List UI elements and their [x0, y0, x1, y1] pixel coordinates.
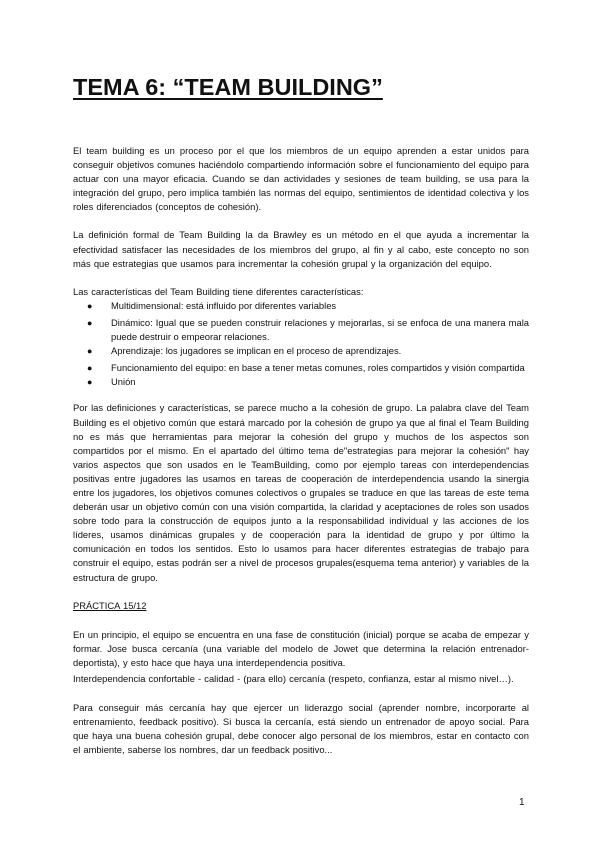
list-item — [73, 375, 529, 389]
page-content — [73, 72, 529, 757]
list-item-text: Dinámico: Igual que se pueden construir relaciones y mejorarlas, si se enfoca de una manera mala puede destruir o empeorar relaciones. — [111, 316, 529, 343]
page-title: TEMA 6: “TEAM BUILDING” — [73, 74, 383, 100]
paragraph-practice-1: En un principio, el equipo se encuentra en una fase de constitución (inicial) porque se acaba de empezar y formar. Jose busca cercanía (una variable del modelo de Jowet que determina la relación entrenador- deportista), y esto hace que haya una interdependencia positiva. — [73, 628, 529, 668]
list-item-text: Unión — [111, 376, 136, 388]
bullet-icon: ● — [87, 317, 93, 328]
bullet-icon: ● — [87, 300, 93, 311]
paragraph-characteristics-intro: Las características del Team Building tiene diferentes características: — [73, 285, 364, 297]
list-item — [73, 361, 529, 375]
characteristics-list — [73, 299, 529, 390]
list-item-text: Funcionamiento del equipo: en base a tener metas comunes, roles compartidos y visión compartida — [111, 362, 525, 374]
list-item — [73, 344, 529, 358]
paragraph-definition: La definición formal de Team Building la da Brawley es un método en el que ayuda a incrementar la efectividad satisfacer las necesidades de los miembros del grupo, al fin y al cabo, este concepto no son más que estrategias que usamos para incrementar la cohesión grupal y la organización del equipo. — [73, 229, 529, 269]
list-item-text: Aprendizaje: los jugadores se implican en el proceso de aprendizajes. — [111, 345, 402, 357]
bullet-icon: ● — [87, 363, 93, 374]
list-item — [73, 299, 529, 313]
list-item — [73, 316, 529, 344]
page-number: 1 — [519, 797, 525, 808]
bullet-icon: ● — [87, 377, 93, 388]
paragraph-practice-3: Para conseguir más cercanía hay que ejercer un liderazgo social (aprender nombre, incorporarte al entrenamiento, feedback positivo). Si busca la cercanía, está siendo un entrenador de apoyo social. Para que haya una buena cohesión grupal, debe conocer algo personal de los miembros, estar en contacto con el ambiente, saberse los nombres, dar un feedback positivo... — [73, 702, 529, 756]
section-heading-practica: PRÁCTICA 15/12 — [73, 599, 147, 611]
bullet-icon: ● — [87, 346, 93, 357]
paragraph-practice-2: Interdependencia confortable - calidad - (para ello) cercanía (respeto, confianza, estar al mismo nivel…). — [73, 673, 514, 684]
paragraph-intro: El team building es un proceso por el que los miembros de un equipo aprenden a estar unidos para conseguir objetivos comunes haciéndolo compartiendo información sobre el funcionamiento del equipo para actuar con una mayor eficacia. Cuando se dan actividades y sesiones de team building, se usa para la integración del grupo, pero implica también las normas del equipo, sentimientos de identidad colectiva y los roles diferenciados (conceptos de cohesión). — [73, 145, 529, 213]
paragraph-cohesion: Por las definiciones y características, se parece mucho a la cohesión de grupo. La palabra clave del Team Building es el objetivo común que estará marcado por la cohesión de grupo ya que al final el Team Building no es más que herramientas para mejorar la cohesión del grupo y muchos de los aspectos son compartidos por el mismo. En el apartado del último tema de"estrategias para mejorar la cohesión" hay varios aspectos que son usados en le TeamBuilding, como por ejemplo tareas con interdependencias positivas entre jugadores las usamos en tareas de cooperación de interdependencia usando la sinergia entre los jugadores, los objetivos comunes colectivos o grupales se traduce en que las tareas de este tema deberán usar un objetivo común con una visión compartida, la claridad y aceptaciones de roles son usados sobre todo para la construcción de equipos junto a la responsabilidad individual y las acciones de los líderes, usamos dinámicas grupales y de cooperación para la identidad de grupo y por último la comunicación en todos los sentidos. Esto lo usamos para hacer diferentes estrategias de trabajo para construir el equipo, estas podrán ser a nivel de procesos grupales(esquema tema anterior) y variables de la estructura de grupo. — [73, 402, 529, 583]
list-item-text: Multidimensional: está influido por diferentes variables — [111, 299, 337, 311]
